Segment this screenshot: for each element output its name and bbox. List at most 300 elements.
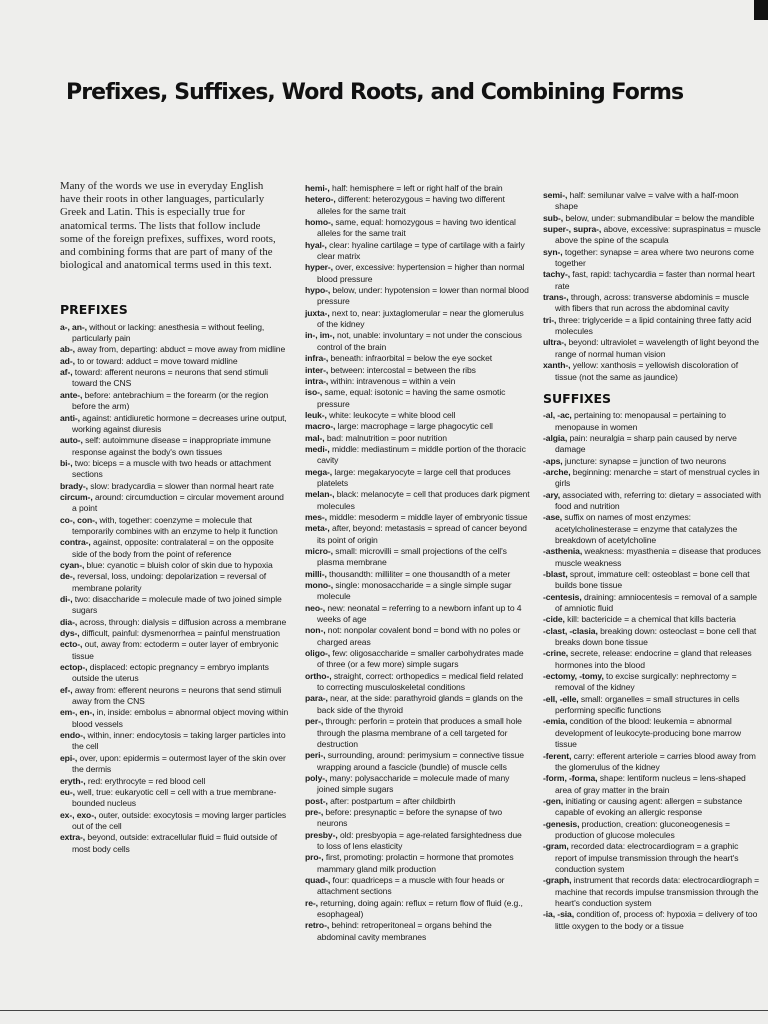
entry-term: ante-, — [60, 389, 83, 400]
entry-term: ab-, — [60, 344, 75, 355]
entry-definition: not: nonpolar covalent bond = bond with no poles or charged areas — [317, 625, 521, 647]
entry-definition: yellow: xanthosis = yellowish discoloration of tissue (not the same as jaundice) — [555, 360, 738, 382]
entry-term: ectop-, — [60, 662, 88, 673]
entry-definition: breaking down: osteoclast = bone cell that breaks down bone tissue — [555, 625, 757, 648]
entry-term: -ia, -sia, — [543, 909, 575, 920]
glossary-entry — [60, 617, 290, 628]
glossary-entry — [543, 315, 761, 338]
entry-definition: small: organelles = small structures in cells performing specific functions — [555, 693, 740, 716]
glossary-entry — [543, 819, 761, 842]
glossary-entry — [305, 433, 530, 444]
glossary-entry — [543, 546, 761, 569]
entry-term: dia-, — [60, 616, 78, 627]
entry-term: hetero-, — [305, 194, 336, 205]
entry-definition: kill: bactericide = a chemical that kills bacteria — [567, 614, 736, 625]
entry-term: -gen, — [543, 795, 564, 806]
entry-term: -algia, — [543, 432, 568, 443]
entry-definition: associated with, referring to: dietary = associated with food and nutrition — [555, 489, 761, 511]
entry-definition: surrounding, around: perimysium = connective tissue wrapping around a fascicle (bundle) of muscle cells — [317, 750, 524, 772]
entry-term: -asthenia, — [543, 546, 583, 557]
glossary-entry — [60, 628, 290, 639]
glossary-entry — [60, 413, 290, 436]
entry-definition: over, upon: epidermis = outermost layer of the skin over the dermis — [72, 752, 286, 775]
glossary-entry — [60, 571, 290, 594]
entry-definition: beginning: menarche = start of menstrual cycles in girls — [555, 466, 760, 489]
entry-term: intra-, — [305, 375, 329, 386]
glossary-entry — [305, 580, 530, 603]
entry-definition: fast, rapid: tachycardia = faster than normal heart rate — [555, 269, 755, 291]
entry-definition: well, true: eukaryotic cell = cell with a true membrane-bounded nucleus — [72, 786, 277, 809]
entry-term: anti-, — [60, 412, 80, 423]
entry-definition: beneath: infraorbital = below the eye socket — [330, 353, 493, 364]
entry-definition: above, excessive: supraspinatus = muscle above the spine of the scapula — [555, 224, 761, 246]
entry-term: -clast, -clasia, — [543, 625, 598, 636]
entry-definition: away from: efferent neurons = neurons that send stimuli away from the CNS — [72, 684, 282, 707]
entry-definition: returning, doing again: reflux = return flow of fluid (e.g., esophageal) — [317, 897, 523, 919]
glossary-entry — [305, 421, 530, 432]
entry-definition: initiating or causing agent: allergen = substance capable of evoking an allergic response — [555, 795, 743, 818]
glossary-entry — [543, 671, 761, 694]
glossary-entry — [60, 707, 290, 730]
glossary-entry — [305, 410, 530, 421]
glossary-entry — [305, 750, 530, 773]
glossary-entry — [305, 569, 530, 580]
entry-definition: suffix on names of most enzymes: acetylcholinesterase = enzyme that catalyzes the breakdown of acetylcholine — [555, 512, 738, 545]
entry-term: neo-, — [305, 602, 326, 613]
entry-term: extra-, — [60, 832, 86, 843]
column-3 — [543, 190, 761, 932]
entry-term: -genesis, — [543, 818, 580, 829]
glossary-entry — [305, 648, 530, 671]
prefix-list-3 — [543, 190, 761, 383]
entry-definition: beyond, outside: extracellular fluid = fluid outside of most body cells — [72, 832, 278, 854]
entry-term: pro-, — [305, 852, 324, 863]
entry-term: trans-, — [543, 292, 569, 303]
glossary-entry — [60, 458, 290, 481]
glossary-entry — [60, 662, 290, 685]
glossary-entry — [305, 603, 530, 626]
glossary-entry — [543, 490, 761, 513]
entry-definition: condition of the blood: leukemia = abnormal development of leukocyte-producing bone marrow tissue — [555, 716, 742, 750]
prefix-list-1 — [60, 322, 290, 855]
glossary-entry — [60, 787, 290, 810]
corner-shadow — [754, 0, 768, 20]
entry-term: infra-, — [305, 353, 329, 364]
suffixes-heading: SUFFIXES — [543, 390, 612, 406]
entry-definition: pain: neuralgia = sharp pain caused by nerve damage — [555, 432, 737, 455]
entry-definition: difficult, painful: dysmenorrhea = painful menstruation — [81, 628, 280, 639]
entry-definition: with, together: coenzyme = molecule that temporarily combines with an enzyme to help it function — [72, 514, 278, 536]
entry-term: -ase, — [543, 512, 563, 523]
entry-term: -ferent, — [543, 750, 572, 761]
entry-definition: half: semilunar valve = valve with a half-moon shape — [555, 190, 739, 212]
entry-term: -emia, — [543, 716, 568, 727]
entry-term: iso-, — [305, 387, 323, 398]
entry-term: meta-, — [305, 523, 330, 534]
entry-definition: below, under: submandibular = below the mandible — [565, 212, 755, 223]
entry-definition: near, at the side: parathyroid glands = glands on the back side of the thyroid — [317, 693, 523, 715]
entry-definition: four: quadriceps = a muscle with four heads or attachment sections — [317, 874, 505, 897]
entry-definition: before: presynaptic = before the synapse of two neurons — [317, 806, 503, 829]
glossary-entry — [305, 830, 530, 853]
entry-term: -centesis, — [543, 591, 582, 602]
glossary-entry — [543, 292, 761, 315]
entry-definition: draining: amniocentesis = removal of a sample of amniotic fluid — [555, 591, 757, 614]
glossary-entry — [60, 832, 290, 855]
glossary-entry — [305, 467, 530, 490]
glossary-entry — [60, 481, 290, 492]
glossary-entry — [60, 515, 290, 538]
entry-term: non-, — [305, 625, 326, 636]
entry-term: medi-, — [305, 443, 330, 454]
suffix-list — [543, 410, 761, 932]
glossary-entry — [543, 648, 761, 671]
entry-definition: red: erythrocyte = red blood cell — [87, 775, 206, 786]
glossary-entry — [305, 489, 530, 512]
glossary-entry — [543, 841, 761, 875]
entry-definition: many: polysaccharide = molecule made of many joined simple sugars — [317, 772, 510, 795]
entry-definition: two: disaccharide = molecule made of two joined simple sugars — [72, 594, 282, 616]
entry-definition: behind: retroperitoneal = organs behind the abdominal cavity membranes — [317, 920, 492, 942]
glossary-entry — [543, 773, 761, 796]
entry-definition: juncture: synapse = junction of two neurons — [564, 455, 727, 466]
glossary-entry — [305, 308, 530, 331]
entry-term: -arche, — [543, 466, 571, 477]
entry-definition: against: antidiuretic hormone = decreases urine output, working against diuresis — [72, 412, 287, 434]
entry-term: -gram, — [543, 841, 569, 852]
entry-definition: toward: afferent neurons = neurons that send stimuli toward the CNS — [72, 367, 268, 389]
entry-term: hypo-, — [305, 285, 331, 296]
entry-definition: reversal, loss, undoing: depolarization = reversal of membrane polarity — [72, 571, 267, 593]
entry-term: hemi-, — [305, 183, 330, 193]
glossary-entry — [305, 183, 530, 194]
entry-term: inter-, — [305, 364, 329, 375]
entry-definition: clear: hyaline cartilage = type of cartilage with a fairly clear matrix — [317, 239, 525, 262]
entry-term: circum-, — [60, 491, 93, 502]
entry-term: mal-, — [305, 432, 325, 443]
entry-definition: shape: lentiform nucleus = lens-shaped area of gray matter in the brain — [555, 773, 746, 795]
glossary-entry — [305, 512, 530, 523]
entry-definition: same, equal: isotonic = having the same osmotic pressure — [317, 387, 506, 409]
entry-term: -blast, — [543, 569, 568, 579]
entry-definition: sprout, immature cell: osteoblast = bone cell that builds bone tissue — [555, 569, 750, 591]
glossary-entry — [305, 671, 530, 694]
entry-term: homo-, — [305, 217, 334, 228]
glossary-entry — [60, 537, 290, 560]
entry-term: eu-, — [60, 786, 75, 797]
glossary-entry — [60, 810, 290, 833]
glossary-entry — [305, 194, 530, 217]
glossary-entry — [60, 367, 290, 390]
entry-term: bi-, — [60, 457, 73, 468]
glossary-entry — [305, 285, 530, 308]
page-title: Prefixes, Suffixes, Word Roots, and Combining Forms — [66, 80, 684, 105]
entry-term: epi-, — [60, 752, 78, 763]
entry-term: em-, en-, — [60, 707, 95, 718]
entry-definition: together: synapse = area where two neurons come together — [555, 246, 754, 269]
entry-definition: few: oligosaccharide = smaller carbohydrates made of three (or a few more) simple sugars — [317, 648, 524, 670]
glossary-entry — [305, 773, 530, 796]
entry-term: -crine, — [543, 648, 569, 659]
entry-definition: through, across: transverse abdominis = muscle with fibers that run across the abdominal cavity — [555, 292, 749, 314]
entry-term: mono-, — [305, 580, 334, 591]
entry-definition: after: postpartum = after childbirth — [330, 795, 456, 806]
glossary-entry — [543, 569, 761, 592]
glossary-entry — [305, 716, 530, 750]
glossary-entry — [305, 796, 530, 807]
glossary-entry — [543, 467, 761, 490]
glossary-entry — [60, 356, 290, 367]
glossary-entry — [305, 240, 530, 263]
entry-term: juxta-, — [305, 307, 330, 318]
glossary-entry — [305, 625, 530, 648]
entry-definition: small: microvilli = small projections of the cell's plasma membrane — [317, 546, 507, 568]
glossary-entry — [543, 190, 761, 213]
entry-definition: to or toward: adduct = move toward midline — [77, 355, 238, 366]
glossary-entry — [543, 875, 761, 909]
glossary-entry — [543, 456, 761, 467]
entry-term: post-, — [305, 795, 328, 806]
glossary-entry — [543, 269, 761, 292]
entry-term: ortho-, — [305, 670, 332, 681]
entry-term: in-, im-, — [305, 330, 335, 341]
glossary-entry — [60, 776, 290, 787]
entry-term: re-, — [305, 897, 318, 908]
entry-definition: slow: bradycardia = slower than normal heart rate — [90, 480, 274, 491]
entry-term: de-, — [60, 571, 75, 582]
glossary-entry — [543, 410, 761, 433]
entry-definition: half: hemisphere = left or right half of the brain — [332, 183, 503, 193]
glossary-entry — [543, 694, 761, 717]
entry-definition: old: presbyopia = age-related farsightedness due to loss of lens elasticity — [317, 829, 522, 851]
entry-term: a-, an-, — [60, 321, 87, 332]
entry-definition: out, away from: ectoderm = outer layer of embryonic tissue — [72, 639, 279, 661]
entry-term: eryth-, — [60, 775, 86, 786]
entry-definition: away from, departing: abduct = move away from midline — [77, 344, 286, 355]
glossary-entry — [543, 512, 761, 546]
entry-definition: within, inner: endocytosis = taking larger particles into the cell — [72, 730, 286, 752]
glossary-entry — [543, 224, 761, 247]
entry-definition: between: intercostal = between the ribs — [330, 364, 476, 375]
entry-definition: condition of, process of: hypoxia = delivery of too little oxygen to the body or a tissue — [555, 909, 758, 931]
entry-term: oligo-, — [305, 648, 331, 659]
entry-term: brady-, — [60, 480, 88, 491]
entry-definition: not, unable: involuntary = not under the conscious control of the brain — [317, 330, 522, 352]
entry-definition: middle: mesoderm = middle layer of embryonic tissue — [329, 511, 528, 522]
entry-definition: straight, correct: orthopedics = medical field related to correcting musculoskeletal conditions — [317, 670, 524, 693]
entry-definition: displaced: ectopic pregnancy = embryo implants outside the uterus — [72, 662, 269, 684]
entry-term: melan-, — [305, 489, 335, 500]
glossary-entry — [305, 875, 530, 898]
entry-term: -ary, — [543, 489, 561, 500]
entry-definition: production, creation: gluconeogenesis = production of glucose molecules — [555, 818, 730, 840]
entry-definition: across, through: dialysis = diffusion across a membrane — [79, 616, 287, 627]
entry-term: auto-, — [60, 435, 83, 446]
entry-definition: without or lacking: anesthesia = without feeling, particularly pain — [72, 321, 265, 344]
entry-term: poly-, — [305, 772, 328, 783]
prefix-list-2 — [305, 183, 530, 943]
intro-paragraph: Many of the words we use in everyday English have their roots in other languages, particularly Greek and Latin. This is especially true for anatomical terms. The lists that follow include some of the foreign prefixes, suffixes, word roots, and combining forms that are part of many of the biological and anatomical terms used in this text. — [60, 180, 276, 272]
entry-term: dys-, — [60, 628, 80, 639]
glossary-entry — [60, 390, 290, 413]
entry-definition: blue: cyanotic = bluish color of skin due to hypoxia — [86, 559, 273, 570]
entry-term: ex-, exo-, — [60, 809, 97, 820]
entry-definition: pertaining to: menopausal = pertaining to menopause in women — [555, 410, 726, 432]
entry-term: retro-, — [305, 920, 330, 931]
glossary-entry — [60, 594, 290, 617]
glossary-entry — [305, 353, 530, 364]
entry-term: hyper-, — [305, 262, 333, 273]
glossary-entry — [305, 523, 530, 546]
glossary-entry — [305, 546, 530, 569]
glossary-entry — [305, 365, 530, 376]
glossary-entry — [60, 322, 290, 345]
entry-term: milli-, — [305, 568, 327, 579]
entry-term: -graph, — [543, 875, 572, 886]
glossary-entry — [60, 492, 290, 515]
entry-term: presby-, — [305, 829, 338, 840]
glossary-entry — [543, 433, 761, 456]
glossary-entry — [305, 898, 530, 921]
entry-definition: beyond: ultraviolet = wavelength of light beyond the range of normal human vision — [555, 337, 759, 359]
glossary-entry — [305, 807, 530, 830]
glossary-entry — [305, 330, 530, 353]
entry-term: macro-, — [305, 421, 336, 432]
entry-definition: against, opposite: contralateral = on the opposite side of the body from the point of reference — [72, 537, 274, 559]
entry-term: super-, supra-, — [543, 224, 602, 235]
entry-term: endo-, — [60, 730, 86, 741]
glossary-entry — [543, 360, 761, 383]
glossary-entry — [60, 639, 290, 662]
entry-term: sub-, — [543, 212, 564, 223]
column-2 — [305, 183, 530, 943]
entry-definition: bad: malnutrition = poor nutrition — [326, 432, 447, 443]
entry-term: mes-, — [305, 511, 327, 522]
glossary-entry — [543, 247, 761, 270]
entry-term: co-, con-, — [60, 514, 98, 525]
glossary-entry — [305, 920, 530, 943]
entry-definition: self: autoimmune disease = inappropriate immune response against the body's own tissues — [72, 435, 271, 457]
glossary-entry — [305, 693, 530, 716]
entry-definition: first, promoting: prolactin = hormone that promotes mammary gland milk production — [317, 852, 514, 874]
entry-term: para-, — [305, 693, 328, 704]
glossary-entry — [543, 796, 761, 819]
glossary-entry — [60, 685, 290, 708]
entry-term: ad-, — [60, 355, 75, 366]
entry-term: af-, — [60, 367, 73, 378]
entry-term: mega-, — [305, 466, 333, 477]
entry-definition: same, equal: homozygous = having two identical alleles for the same trait — [317, 217, 516, 239]
entry-term: -aps, — [543, 455, 563, 466]
glossary-entry — [543, 337, 761, 360]
entry-definition: within: intravenous = within a vein — [330, 375, 456, 386]
entry-term: -al, -ac, — [543, 410, 572, 421]
glossary-entry — [305, 217, 530, 240]
glossary-entry — [60, 344, 290, 355]
entry-definition: before: antebrachium = the forearm (or the region before the arm) — [72, 389, 269, 412]
entry-term: ecto-, — [60, 639, 83, 650]
entry-term: -ectomy, -tomy, — [543, 671, 604, 682]
entry-term: per-, — [305, 716, 324, 727]
entry-term: ultra-, — [543, 337, 567, 348]
glossary-entry — [60, 560, 290, 571]
entry-definition: three: triglyceride = a lipid containing three fatty acid molecules — [555, 314, 752, 337]
entry-term: syn-, — [543, 246, 563, 257]
entry-definition: large: macrophage = large phagocytic cell — [337, 421, 493, 432]
entry-definition: to excise surgically: nephrectomy = removal of the kidney — [555, 671, 737, 693]
entry-term: peri-, — [305, 750, 326, 761]
glossary-entry — [305, 387, 530, 410]
entry-definition: below, under: hypotension = lower than normal blood pressure — [317, 285, 529, 307]
entry-definition: instrument that records data: electrocardiograph = machine that records impulse transmission through the heart's conduction system — [555, 875, 760, 908]
glossary-entry — [60, 435, 290, 458]
entry-term: tachy-, — [543, 269, 570, 280]
glossary-entry — [305, 852, 530, 875]
entry-definition: white: leukocyte = white blood cell — [329, 409, 456, 420]
glossary-entry — [543, 213, 761, 224]
entry-term: -ell, -elle, — [543, 693, 579, 704]
entry-term: -form, -forma, — [543, 773, 598, 784]
glossary-entry — [543, 626, 761, 649]
entry-definition: secrete, release: endocrine = gland that releases hormones into the blood — [555, 648, 752, 670]
entry-definition: next to, near: juxtaglomerular = near the glomerulus of the kidney — [317, 307, 524, 330]
entry-definition: over, excessive: hypertension = higher than normal blood pressure — [317, 262, 525, 284]
entry-term: ef-, — [60, 684, 73, 695]
entry-term: semi-, — [543, 190, 568, 200]
entry-definition: weakness: myasthenia = disease that produces muscle weakness — [555, 546, 761, 568]
glossary-entry — [543, 716, 761, 750]
entry-definition: single: monosaccharide = a single simple sugar molecule — [317, 580, 512, 602]
entry-term: -cide, — [543, 614, 565, 625]
entry-term: quad-, — [305, 874, 331, 885]
glossary-entry — [543, 909, 761, 932]
entry-definition: in, inside: embolus = abnormal object moving within blood vessels — [72, 707, 289, 729]
entry-definition: outer, outside: exocytosis = moving larger particles out of the cell — [72, 809, 287, 831]
entry-term: leuk-, — [305, 409, 327, 420]
entry-term: micro-, — [305, 546, 333, 556]
entry-definition: after, beyond: metastasis = spread of cancer beyond its point of origin — [317, 523, 527, 545]
glossary-entry — [60, 730, 290, 753]
entry-definition: large: megakaryocyte = large cell that produces platelets — [317, 466, 511, 488]
entry-term: xanth-, — [543, 360, 571, 371]
entry-definition: different: heterozygous = having two different alleles for the same trait — [317, 194, 505, 216]
prefixes-heading: PREFIXES — [60, 302, 128, 318]
entry-definition: new: neonatal = referring to a newborn infant up to 4 weeks of age — [317, 602, 522, 625]
entry-term: tri-, — [543, 314, 557, 325]
entry-term: pre-, — [305, 806, 324, 817]
glossary-entry — [305, 444, 530, 467]
glossary-entry — [305, 376, 530, 387]
entry-term: hyal-, — [305, 239, 327, 250]
glossary-entry — [543, 751, 761, 774]
entry-definition: two: biceps = a muscle with two heads or attachment sections — [72, 457, 272, 480]
entry-definition: carry: efferent arteriole = carries blood away from the glomerulus of the kidney — [555, 750, 756, 772]
entry-definition: through: perforin = protein that produces a small hole through the plasma membrane of a cell targeted for destruction — [317, 716, 522, 749]
entry-definition: middle: mediastinum = middle portion of the thoracic cavity — [317, 443, 526, 466]
column-1 — [60, 180, 290, 855]
entry-definition: around: circumduction = circular movement around a point — [72, 491, 284, 514]
glossary-entry — [543, 592, 761, 615]
entry-term: di-, — [60, 594, 73, 605]
entry-definition: recorded data: electrocardiogram = a graphic report of impulse transmission through the heart's conduction system — [555, 841, 739, 874]
page-bottom-rule — [0, 1010, 768, 1011]
entry-term: contra-, — [60, 537, 91, 548]
glossary-entry — [305, 262, 530, 285]
glossary-entry — [543, 614, 761, 625]
entry-definition: thousandth: milliliter = one thousandth of a meter — [329, 568, 511, 579]
entry-definition: black: melanocyte = cell that produces dark pigment molecules — [317, 489, 530, 511]
entry-term: cyan-, — [60, 559, 85, 570]
